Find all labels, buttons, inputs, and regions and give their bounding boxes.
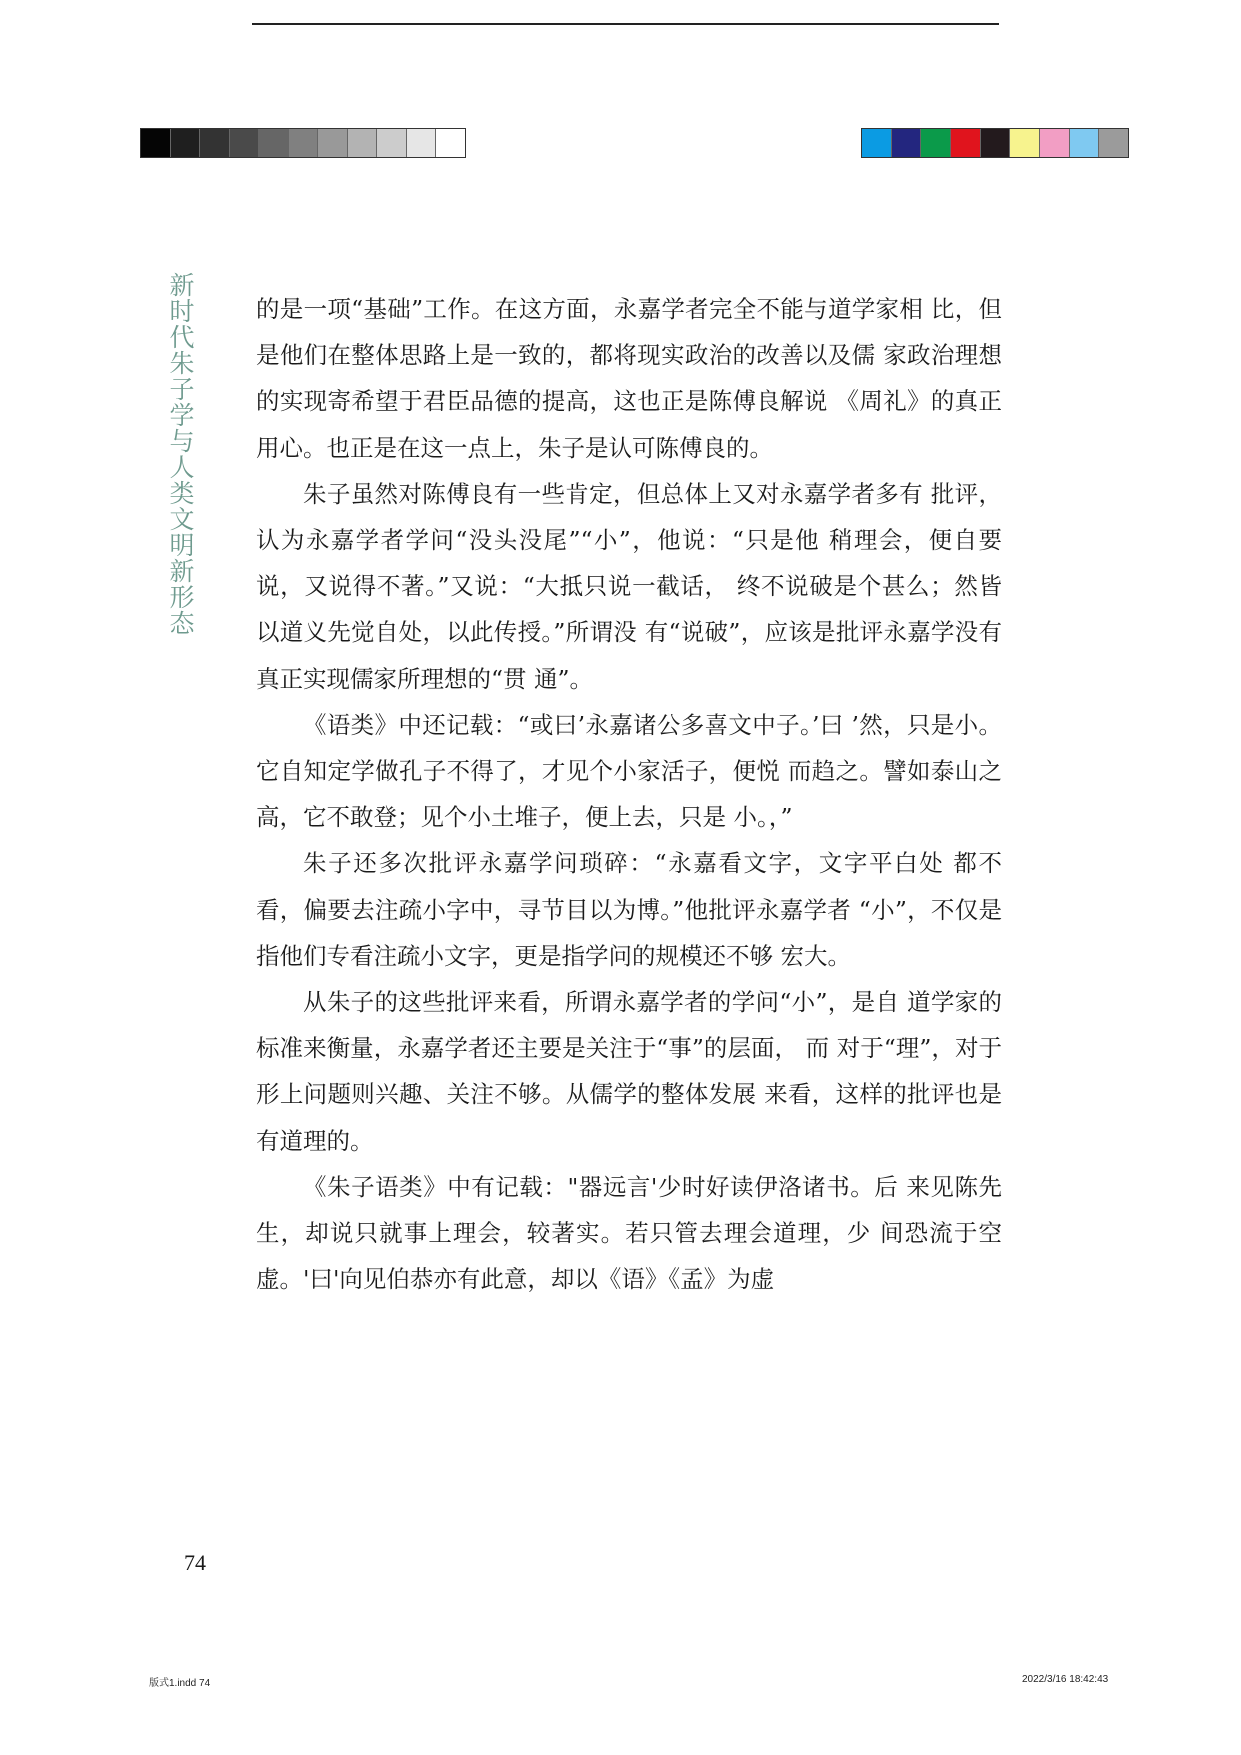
color-swatch: [407, 129, 437, 157]
color-swatch: [289, 129, 319, 157]
running-head-vertical-title: 新时代朱子学与人类文明新形态: [166, 272, 195, 636]
body-text: [256, 286, 1002, 1302]
color-swatch: [1099, 129, 1128, 157]
paragraph: 的是一项“基础”工作。在这方面，永嘉学者完全不能与道学家相 比，但是他们在整体思路上是一致的，都将现实政治的改善以及儒 家政治理想的实现寄希望于君臣品德的提高，这也正是陈傅良解说 《周礼》的真正用心。也正是在这一点上，朱子是认可陈傅良的。: [256, 295, 1002, 462]
color-swatch: [377, 129, 407, 157]
color-swatch: [892, 129, 922, 157]
color-swatch: [259, 129, 289, 157]
color-swatch: [230, 129, 260, 157]
color-swatch: [921, 129, 951, 157]
paragraph: 朱子虽然对陈傅良有一些肯定，但总体上又对永嘉学者多有 批评，认为永嘉学者学问“没头没尾”“小”，他说：“只是他 稍理会，便自要说，又说得不著。”又说：“大抵只说一截话， 终不说破是个甚么；然皆以道义先觉自处，以此传授。”所谓没 有“说破”，应该是批评永嘉学没有真正实现儒家所理想的“贯 通”。: [256, 479, 1002, 693]
top-rule: [252, 23, 999, 25]
color-swatch: [862, 129, 892, 157]
process-color-bar: [861, 128, 1129, 158]
color-swatch: [1040, 129, 1070, 157]
paragraph: 朱子还多次批评永嘉学问琐碎：“永嘉看文字，文字平白处 都不看，偏要去注疏小字中，寻节目以为博。”他批评永嘉学者 “小”，不仅是指他们专看注疏小文字，更是指学问的规模还不够 宏大。: [256, 849, 1002, 970]
color-swatch: [436, 129, 465, 157]
color-swatch: [981, 129, 1011, 157]
color-swatch: [200, 129, 230, 157]
grayscale-color-bar: [140, 128, 466, 158]
color-swatch: [318, 129, 348, 157]
color-swatch: [1070, 129, 1100, 157]
color-swatch: [348, 129, 378, 157]
color-swatch: [171, 129, 201, 157]
paragraph: 《朱子语类》中有记载："器远言'少时好读伊洛诸书。后 来见陈先生，却说只就事上理会，较著实。若只管去理会道理，少 间恐流于空虚。'曰'向见伯恭亦有此意，却以《语》《孟》为虚: [256, 1172, 1002, 1294]
paragraph: 从朱子的这些批评来看，所谓永嘉学者的学问“小”，是自 道学家的标准来衡量，永嘉学者还主要是关注于“事”的层面， 而 对于“理”，对于形上问题则兴趣、关注不够。从儒学的整体发展 来看，这样的批评也是有道理的。: [256, 988, 1002, 1155]
paragraph: 《语类》中还记载：“或曰’永嘉诸公多喜文中子。’曰 ’然，只是小。它自知定学做孔子不得了，才见个小家活子，便悦 而趋之。譬如泰山之高，它不敢登；见个小土堆子，便上去，只是 小。，”: [256, 710, 1002, 832]
color-swatch: [141, 129, 171, 157]
color-swatch: [1010, 129, 1040, 157]
print-slug-timestamp: 2022/3/16 18:42:43: [1022, 1674, 1109, 1685]
color-swatch: [951, 129, 981, 157]
print-slug-filename: 版式1.indd 74: [149, 1678, 211, 1689]
page-number: 74: [184, 1550, 206, 1575]
